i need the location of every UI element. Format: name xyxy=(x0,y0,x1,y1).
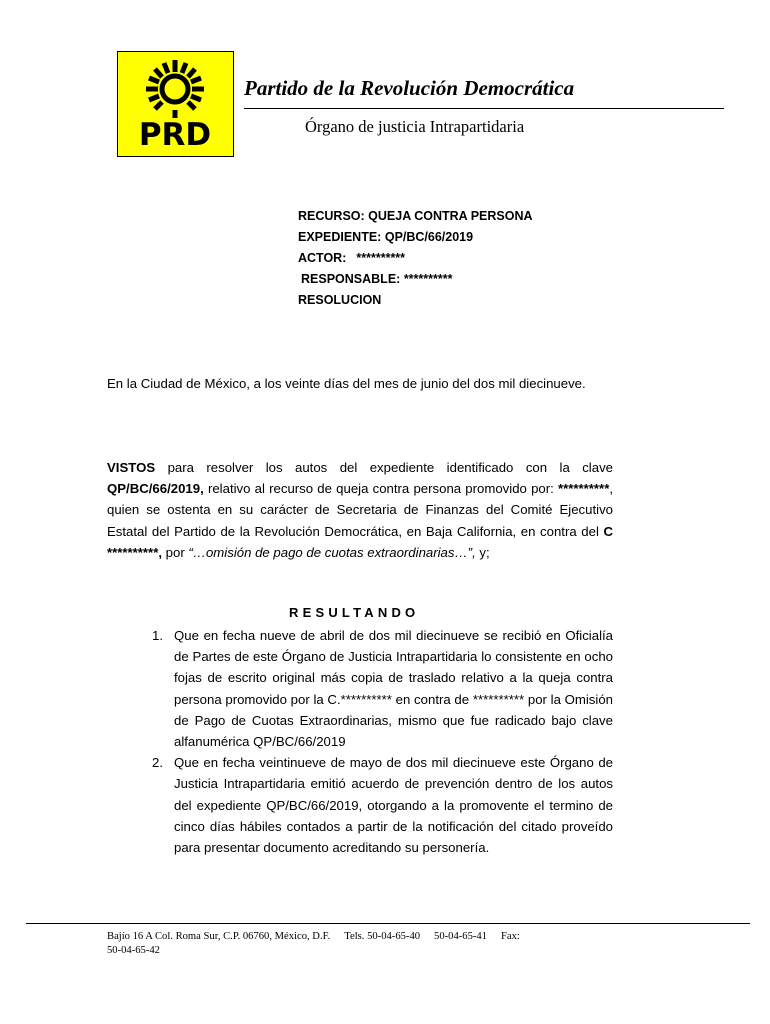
case-info xyxy=(298,206,533,311)
vistos-contra: C **********, xyxy=(107,523,613,560)
vistos-paragraph xyxy=(107,457,613,563)
actor-label: ACTOR: xyxy=(298,251,347,265)
vistos-text-4: por xyxy=(162,544,189,560)
vistos-text-2: relativo al recurso de queja contra persona promovido por: xyxy=(203,481,558,497)
recurso-value: QUEJA CONTRA PERSONA xyxy=(368,209,533,223)
vistos-clave: QP/BC/66/2019, xyxy=(107,481,204,497)
recurso-label: RECURSO: xyxy=(298,209,365,223)
actor-line xyxy=(298,248,533,269)
vistos-text-1: para resolver los autos del expediente identificado con la clave xyxy=(155,460,613,475)
footer-fax-label: Fax: xyxy=(501,931,520,942)
footer-fax: 50-04-65-42 xyxy=(107,945,160,956)
footer-address: Bajío 16 A Col. Roma Sur, C.P. 06760, México, D.F. xyxy=(107,931,331,942)
vistos-promovente: ********** xyxy=(558,481,610,497)
vistos-text-3: , quien se ostenta en su carácter de Secretaria de Finanzas del Comité Ejecutivo Estatal del Partido de la Revolución Democrática, en Baja California, en contra del xyxy=(107,481,613,539)
list-item xyxy=(139,625,613,752)
list-item-number: 2. xyxy=(152,755,163,771)
resultando-list xyxy=(139,625,613,858)
list-item-number: 1. xyxy=(152,628,163,643)
footer-divider xyxy=(26,923,750,924)
header-divider xyxy=(244,108,724,109)
responsable-line xyxy=(298,269,533,290)
organ-name: Órgano de justicia Intrapartidaria xyxy=(305,117,525,136)
intro-paragraph: En la Ciudad de México, a los veinte días del mes de junio del dos mil diecinueve. xyxy=(107,376,586,391)
expediente-line xyxy=(298,227,533,248)
responsable-label: RESPONSABLE: xyxy=(301,272,401,286)
list-item-text: Que en fecha veintinueve de mayo de dos mil diecinueve este Órgano de Justicia Intrapartidaria emitió acuerdo de prevención dentro de los autos del expediente QP/BC/66/2019, otorgando a la promovente el termino de cinco días hábiles contados a partir de la notificación del citado proveído para presentar documento acreditando su personería. xyxy=(174,755,613,856)
actor-value: ********** xyxy=(356,251,406,265)
resultando-title: RESULTANDO xyxy=(289,605,420,620)
footer-tels: Tels. 50-04-65-40 xyxy=(344,931,421,942)
responsable-value: ********** xyxy=(403,272,453,286)
footer-tel2: 50-04-65-41 xyxy=(434,931,488,942)
footer xyxy=(107,930,617,958)
prd-sun-logo-icon xyxy=(118,52,232,155)
expediente-label: EXPEDIENTE: xyxy=(298,230,382,244)
list-item-text: Que en fecha nueve de abril de dos mil diecinueve se recibió en Oficialía de Partes de este Órgano de Justicia Intrapartidaria lo consistente en ocho fojas de escrito original más copia de traslado relativo a la queja contra persona promovido por la C.********** en contra de ********** por la Omisión de Pago de Cuotas Extraordinarias, mismo que fue radicado bajo clave alfanumérica QP/BC/66/2019 xyxy=(174,628,613,750)
expediente-value: QP/BC/66/2019 xyxy=(384,230,474,244)
party-name: Partido de la Revolución Democrática xyxy=(244,76,575,100)
list-item xyxy=(139,752,613,858)
resolucion-line: RESOLUCION xyxy=(298,293,382,307)
recurso-line xyxy=(298,206,533,227)
vistos-quote: “…omisión de pago de cuotas extraordinarias…”, xyxy=(188,544,476,560)
vistos-text-5: y; xyxy=(475,544,490,560)
vistos-lead: VISTOS xyxy=(107,460,156,475)
prd-logo xyxy=(117,51,234,157)
logo-text: PRD xyxy=(138,117,212,153)
